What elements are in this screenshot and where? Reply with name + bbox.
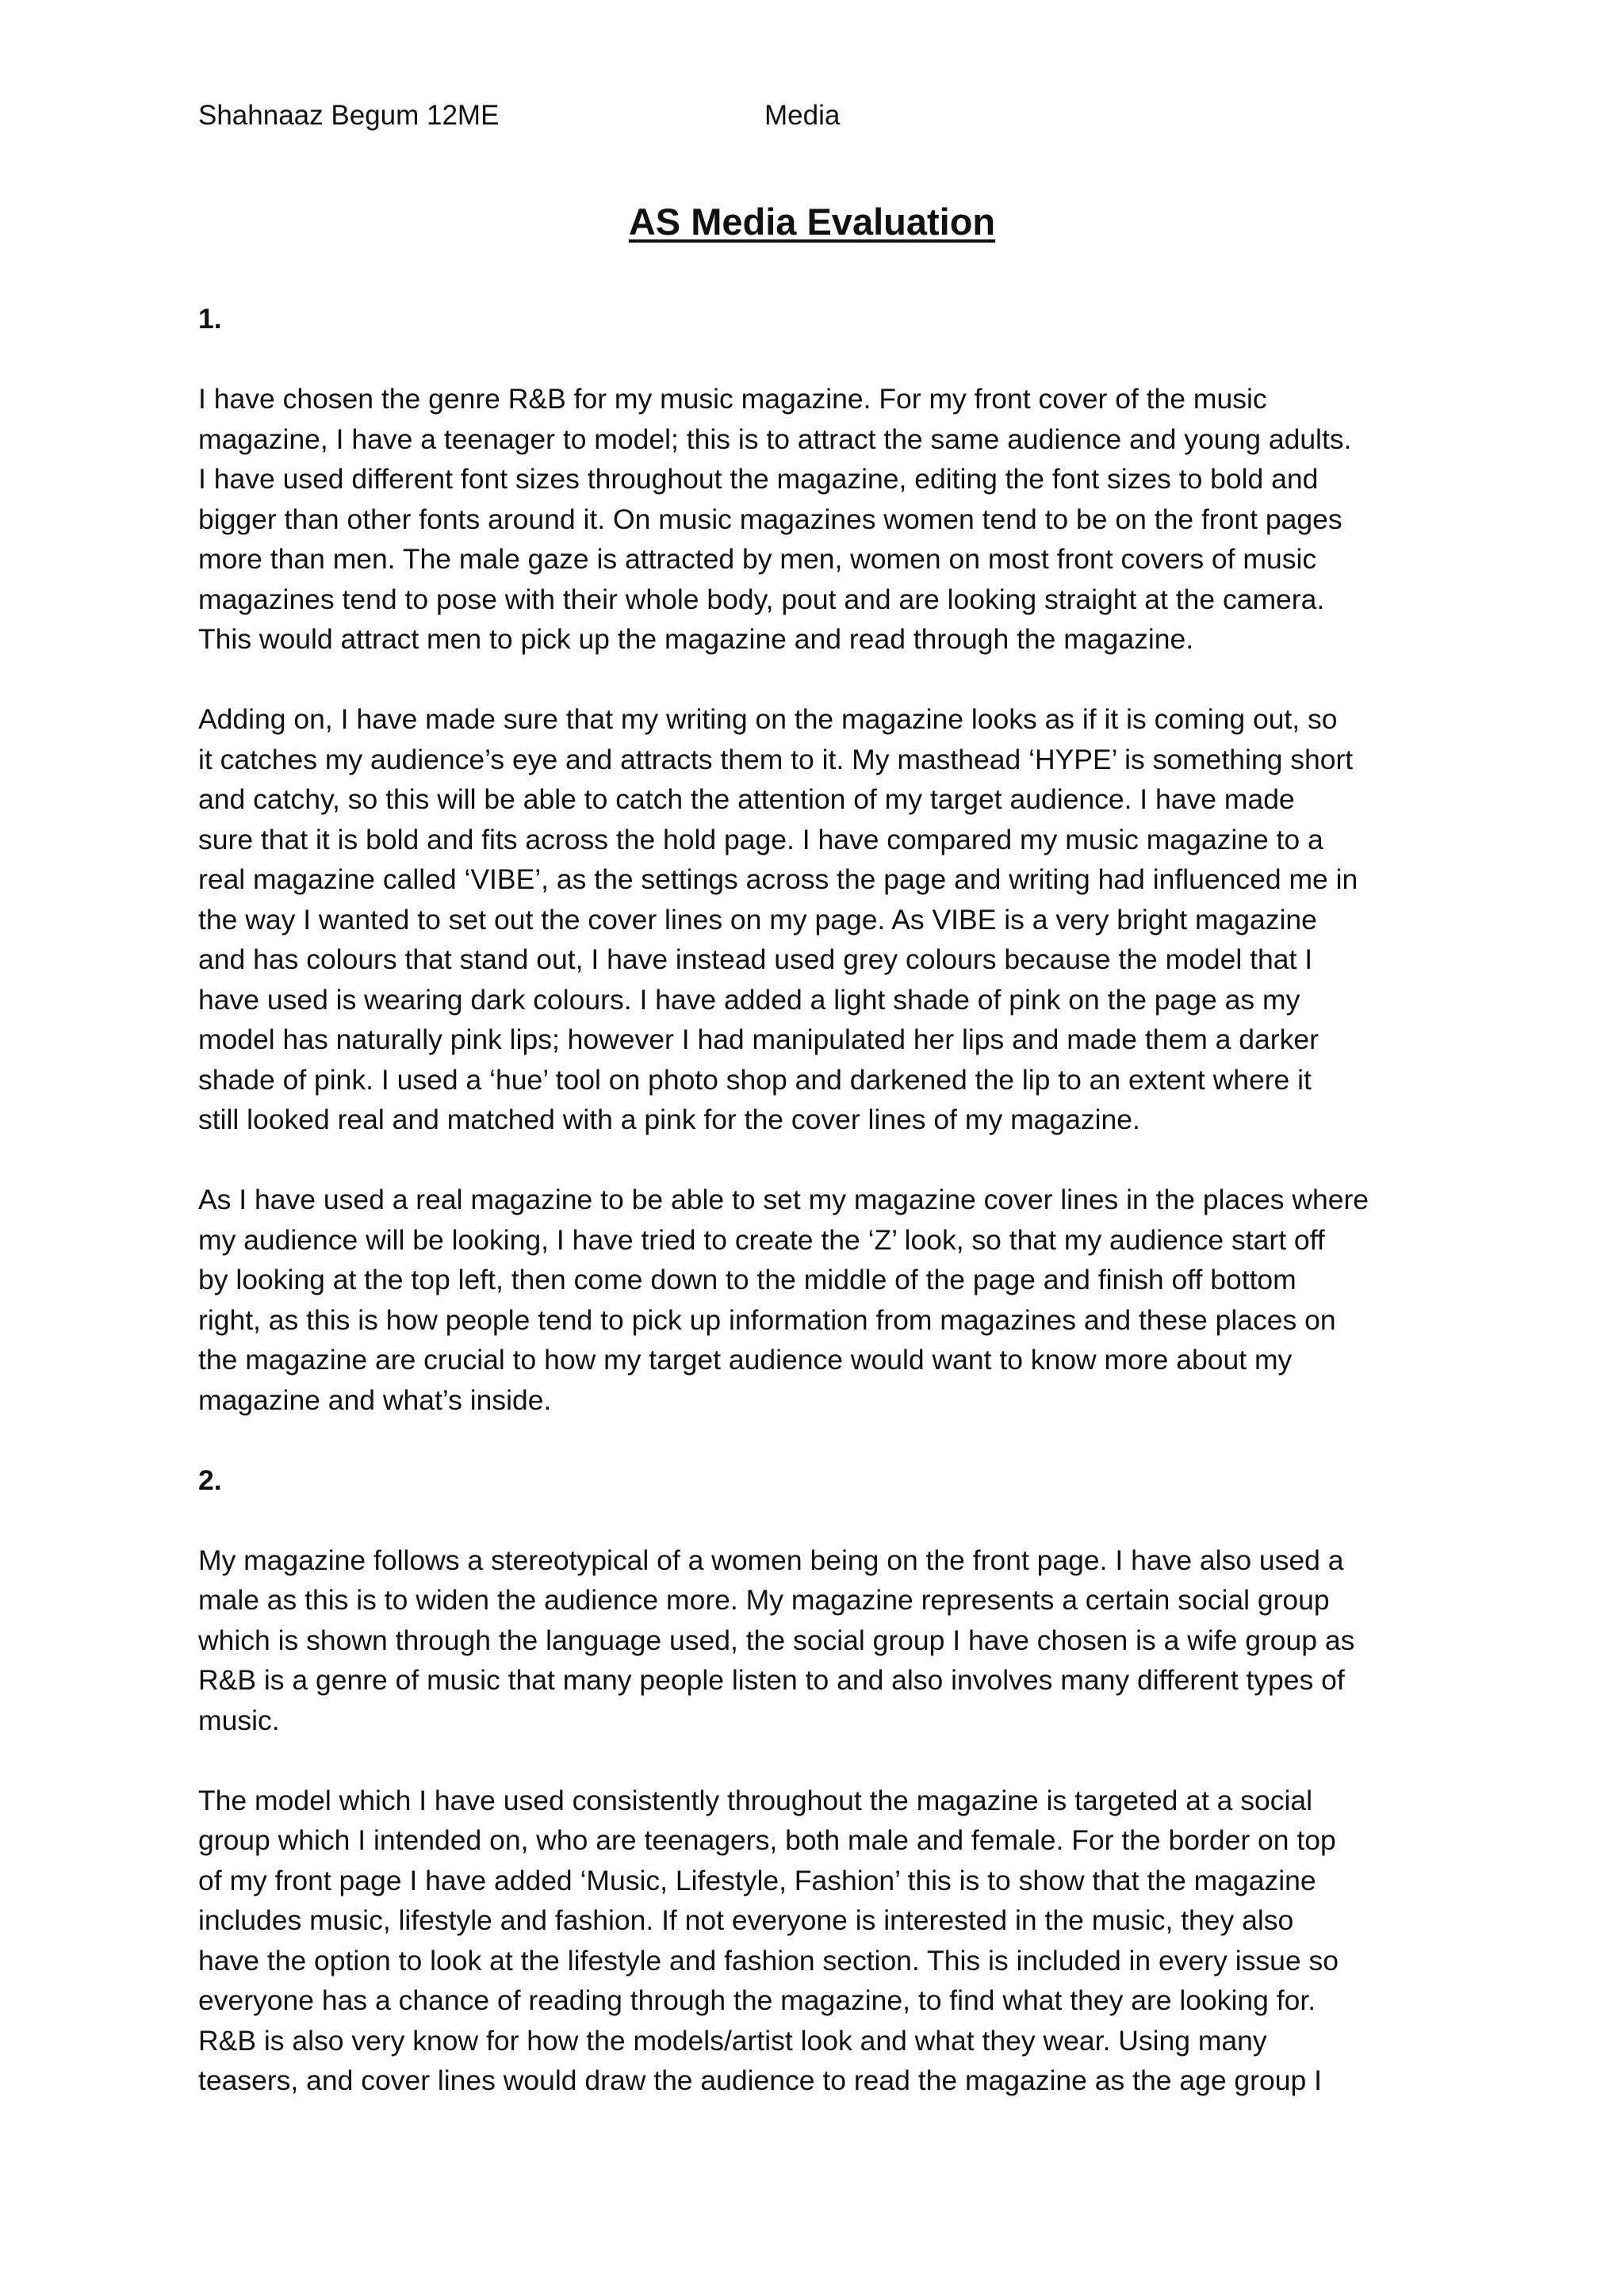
paragraph — [198, 1781, 1451, 2101]
text-line: the way I wanted to set out the cover lines on my page. As VIBE is a very bright magazine — [198, 903, 1317, 936]
text-line: I have chosen the genre R&B for my music magazine. For my front cover of the music — [198, 383, 1267, 415]
text-line: magazines tend to pose with their whole body, pout and are looking straight at the camera. — [198, 583, 1325, 615]
paragraph — [198, 379, 1451, 660]
text-line: and catchy, so this will be able to catch the attention of my target audience. I have made — [198, 783, 1295, 815]
text-line: As I have used a real magazine to be able to set my magazine cover lines in the places where — [198, 1184, 1369, 1215]
text-line: have used is wearing dark colours. I have added a light shade of pink on the page as my — [198, 983, 1300, 1016]
text-line: everyone has a chance of reading through the magazine, to find what they are looking for. — [198, 1984, 1316, 2016]
text-line: model has naturally pink lips; however I had manipulated her lips and made them a darker — [198, 1024, 1319, 1055]
text-line: real magazine called ‘VIBE’, as the settings across the page and writing had influenced me in — [198, 863, 1358, 895]
text-line: The model which I have used consistently throughout the magazine is targeted at a social — [198, 1784, 1313, 1816]
text-line: group which I intended on, who are teenagers, both male and female. For the border on top — [198, 1824, 1336, 1856]
text-line: music. — [198, 1704, 280, 1736]
text-line: male as this is to widen the audience more. My magazine represents a certain social group — [198, 1584, 1330, 1616]
text-line: sure that it is bold and fits across the hold page. I have compared my music magazine to a — [198, 823, 1323, 855]
text-line: R&B is a genre of music that many people listen to and also involves many different types of — [198, 1664, 1345, 1696]
document-body — [198, 299, 1451, 2141]
text-line: my audience will be looking, I have tried to create the ‘Z’ look, so that my audience start off — [198, 1223, 1325, 1256]
text-line: and has colours that stand out, I have instead used grey colours because the model that I — [198, 943, 1313, 975]
text-line: more than men. The male gaze is attracted by men, women on most front covers of music — [198, 543, 1317, 575]
text-line: I have used different font sizes throughout the magazine, editing the font sizes to bold and — [198, 463, 1319, 495]
text-line: includes music, lifestyle and fashion. If not everyone is interested in the music, they also — [198, 1904, 1294, 1936]
text-line: shade of pink. I used a ‘hue’ tool on photo shop and darkened the lip to an extent where it — [198, 1063, 1312, 1096]
text-line: teasers, and cover lines would draw the audience to read the magazine as the age group I — [198, 2064, 1322, 2096]
section-number: 1. — [198, 303, 222, 335]
text-line: magazine and what’s inside. — [198, 1383, 552, 1416]
text-line: magazine, I have a teenager to model; this is to attract the same audience and young adults. — [198, 423, 1352, 455]
text-line: still looked real and matched with a pink for the cover lines of my magazine. — [198, 1104, 1140, 1135]
text-line: have the option to look at the lifestyle and fashion section. This is included in every issue so — [198, 1944, 1339, 1976]
paragraph — [198, 699, 1451, 1140]
subject-header: Media — [764, 100, 841, 131]
text-line: right, as this is how people tend to pick up information from magazines and these places on — [198, 1303, 1336, 1336]
paragraph — [198, 1180, 1451, 1420]
author-class-header: Shahnaaz Begum 12ME — [198, 100, 500, 131]
text-line: Adding on, I have made sure that my writing on the magazine looks as if it is coming out, so — [198, 703, 1338, 735]
page-title: AS Media Evaluation — [628, 201, 996, 243]
paragraph — [198, 1540, 1451, 1741]
text-line: it catches my audience’s eye and attracts them to it. My masthead ‘HYPE’ is something short — [198, 743, 1354, 775]
text-line: by looking at the top left, then come down to the middle of the page and finish off bottom — [198, 1264, 1297, 1295]
text-line: which is shown through the language used, the social group I have chosen is a wife group as — [198, 1624, 1355, 1656]
text-line: This would attract men to pick up the magazine and read through the magazine. — [198, 623, 1194, 655]
text-line: My magazine follows a stereotypical of a women being on the front page. I have also used a — [198, 1544, 1344, 1576]
text-line: the magazine are crucial to how my target audience would want to know more about my — [198, 1344, 1293, 1376]
text-line: R&B is also very know for how the models/artist look and what they wear. Using many — [198, 2024, 1267, 2057]
section-number: 2. — [198, 1464, 222, 1496]
text-line: bigger than other fonts around it. On music magazines women tend to be on the front pages — [198, 503, 1342, 535]
text-line: of my front page I have added ‘Music, Lifestyle, Fashion’ this is to show that the magazine — [198, 1864, 1316, 1896]
